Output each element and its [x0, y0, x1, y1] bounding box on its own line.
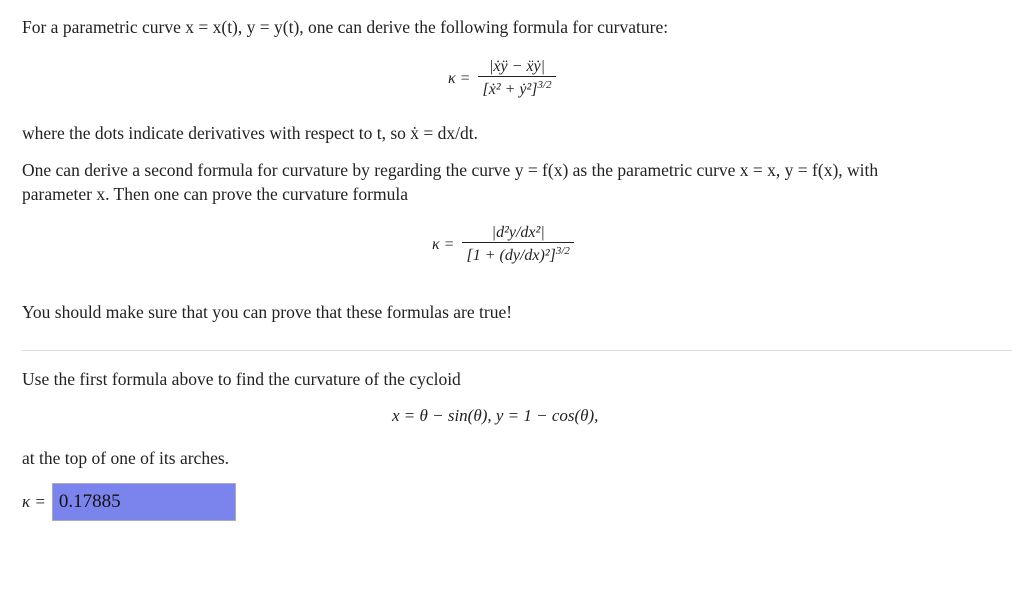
curvature-formula-graph: [432, 224, 574, 265]
formula-lhs: κ =: [432, 235, 455, 253]
formula-exponent: 3/2: [537, 79, 552, 91]
cycloid-equation: x = θ − sin(θ), y = 1 − cos(θ),: [392, 406, 599, 425]
formula-lhs: κ =: [448, 69, 471, 87]
answer-input[interactable]: [52, 483, 236, 521]
question-text: Use the first formula above to find the curvature of the cycloid: [22, 369, 461, 389]
second-formula-text-1: One can derive a second formula for curvature by regarding the curve y = f(x) as the parametric curve x = x, y = f(x), with: [22, 160, 879, 180]
second-formula-text-2: parameter x. Then one can prove the curvature formula: [22, 184, 408, 204]
answer-label: κ =: [22, 492, 46, 511]
answer-row: [22, 483, 236, 521]
prove-note: You should make sure that you can prove that these formulas are true!: [22, 302, 513, 322]
formula-numerator: |d²y/dx²|: [491, 224, 545, 241]
formula-denominator: [ẋ² + ẏ²]: [482, 81, 538, 98]
curvature-formula-parametric: [448, 58, 556, 99]
formula-exponent: 3/2: [555, 245, 570, 257]
formula-denominator: [1 + (dy/dx)²]: [466, 247, 556, 264]
at-top-text: at the top of one of its arches.: [22, 448, 230, 468]
intro-text: For a parametric curve x = x(t), y = y(t), one can derive the following formula for curvature:: [22, 17, 669, 37]
divider: [22, 350, 1012, 351]
formula-numerator: |ẋÿ − ẍẏ|: [489, 58, 546, 75]
dots-note: where the dots indicate derivatives with respect to t, so ẋ = dx/dt.: [22, 123, 479, 143]
